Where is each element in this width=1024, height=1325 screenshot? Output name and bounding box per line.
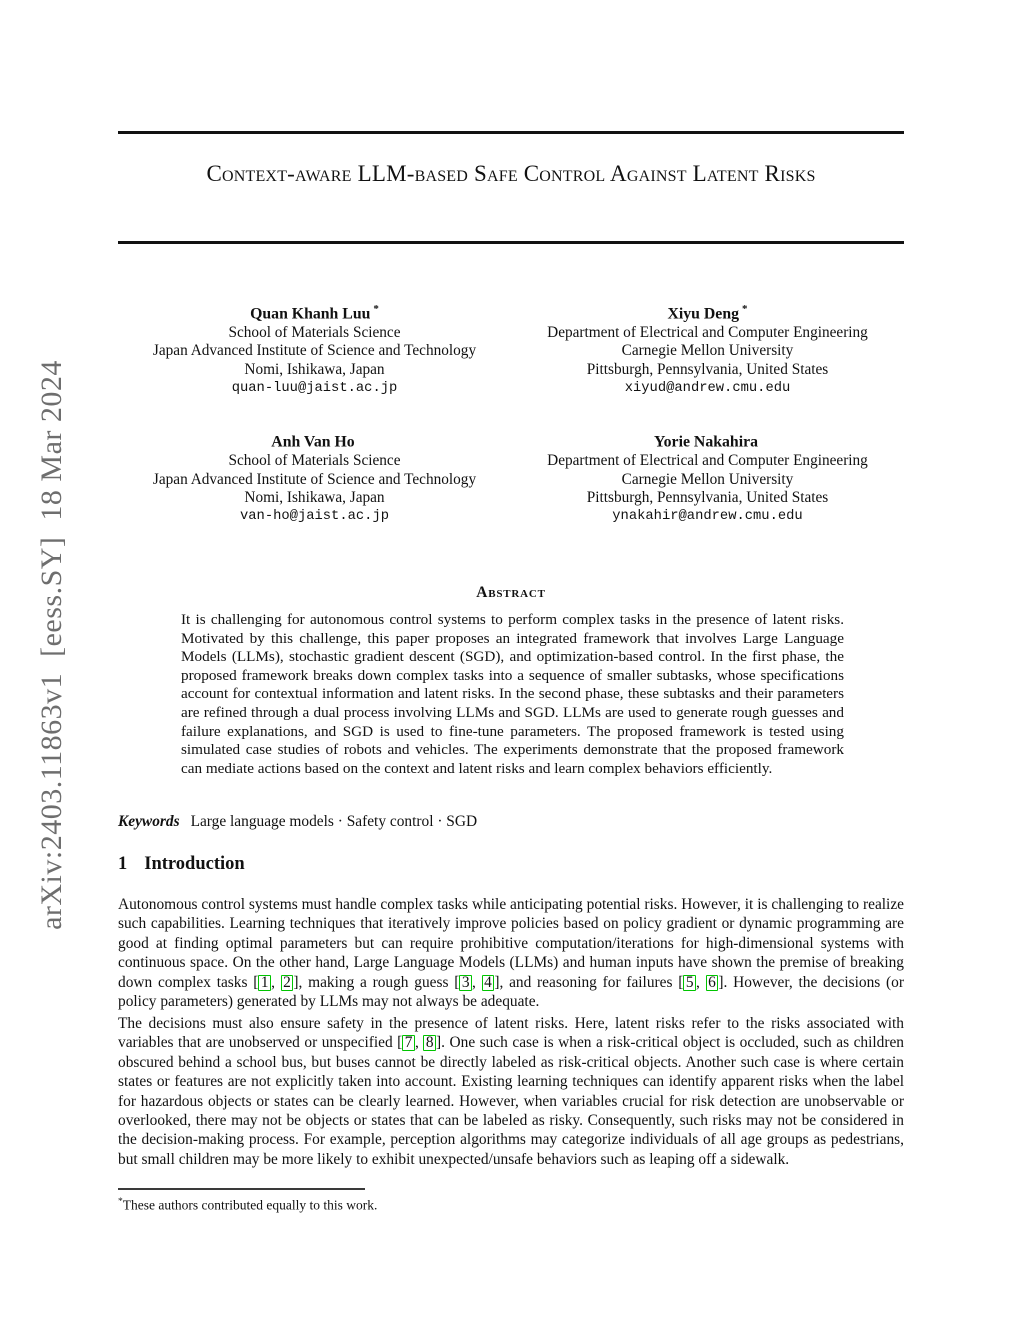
keywords-line [118, 813, 904, 831]
keywords-label: Keywords [118, 813, 180, 830]
author-name: Anh Van Ho [271, 433, 355, 451]
author-affiliation-line: Pittsburgh, Pennsylvania, United States [586, 489, 829, 507]
section-number: 1 [118, 854, 128, 874]
abstract-heading: Abstract [476, 584, 546, 601]
citation-ref[interactable]: 4 [482, 975, 495, 991]
author-affiliation-line: School of Materials Science [228, 323, 401, 341]
author-affiliation-line: Department of Electrical and Computer Engineering [547, 452, 868, 470]
arxiv-watermark: arXiv:2403.11863v1 [eess.SY] 18 Mar 2024 [35, 360, 68, 930]
title-rule-bottom [118, 241, 904, 244]
author-name-row [118, 428, 511, 452]
citation-ref[interactable]: 8 [423, 1035, 436, 1051]
equal-contrib-mark: * [742, 303, 748, 315]
author-email: van-ho@jaist.ac.jp [239, 508, 390, 524]
author-email: xiyud@andrew.cmu.edu [624, 380, 791, 396]
author-name-row [118, 300, 511, 324]
author-block-3 [118, 428, 511, 526]
citation-ref[interactable]: 1 [258, 975, 271, 991]
paper-title-text: Context-aware LLM-based Safe Control Against Latent Risks [206, 161, 816, 186]
author-affiliation-line: Department of Electrical and Computer Engineering [547, 323, 868, 341]
intro-paragraph-2: The decisions must also ensure safety in the presence of latent risks. Here, latent risks refer to the risks associated with variables that are unobserved or unspecified [ 7 , 8 ]. One such case is when a risk-critical object is occluded, such as children obscured behind a school bus, but buses cannot be directly labeled as risk-critical objects. Another such case is where certain states or features are not explicitly taken into account. Existing learning techniques can identify apparent risks when the label for hazardous objects or states can be clearly learned. However, when variables crucial for risk detection are unobservable or overlooked, there may not be objects or states that can be labeled as risky. Consequently, such risks may not be considered in the decision-making process. For example, perception algorithms may categorize individuals of all age groups as pedestrians, but small children may be more likely to exhibit unexpected/unsafe behaviors such as leaping off a sidewalk. [118, 1015, 904, 1168]
intro-paragraph-1: Autonomous control systems must handle complex tasks while anticipating potential risks. However, it is challenging to realize such capabilities. Learning techniques that iteratively improve policies based on policy gradient or dynamic programming are good at finding optimal parameters but can require prohibitive computation/iterations for high-dimensional systems with continuous space. On the other hand, Large Language Models (LLMs) and human inputs have shown the premise of breaking down complex tasks [ 1 , 2 ], making a rough guess [ 3 , 4 ], and reasoning for failures [ 5 , 6 ]. However, the decisions (or policy parameters) generated by LLMs may not always be adequate. [118, 896, 904, 1011]
author-block-4 [511, 428, 904, 526]
author-affiliation-line: Carnegie Mellon University [621, 470, 794, 488]
author-name: Yorie Nakahira [654, 433, 758, 451]
footnote-mark: * [118, 1197, 123, 1207]
citation-ref[interactable]: 6 [706, 975, 719, 991]
author-affiliation-line: Nomi, Ishikawa, Japan [244, 489, 385, 507]
author-name: Xiyu Deng [667, 305, 740, 323]
author-name: Quan Khanh Luu [250, 305, 371, 323]
footnote-text: These authors contributed equally to this work. [122, 1197, 378, 1213]
author-affiliation-line: Carnegie Mellon University [621, 342, 794, 360]
keywords-text: Large language models · Safety control · SGD [190, 813, 478, 830]
citation-ref[interactable]: 2 [281, 975, 294, 991]
footnote-rule [118, 1188, 365, 1190]
abstract-text: It is challenging for autonomous control systems to perform complex tasks in the presence of latent risks. Motivated by this challenge, this paper proposes an integrated framework that involves Large Language Models (LLMs), stochastic gradient descent (SGD), and optimization-based control. In the first phase, the proposed framework breaks down complex tasks into a sequence of smaller subtasks, whose specifications account for contextual information and latent risks. In the second phase, these subtasks and their parameters are refined through a dual process involving LLMs and SGD. LLMs are used to generate rough guesses and failure explanations, and SGD is used to fine-tune parameters. The proposed framework is tested using simulated case studies of robots and vehicles. The experiments demonstrate that the proposed framework can mediate actions based on the context and latent risks and learn complex behaviors efficiently. [181, 611, 844, 777]
citation-ref[interactable]: 7 [402, 1035, 415, 1051]
author-email: quan-luu@jaist.ac.jp [231, 380, 398, 396]
author-name-row [511, 428, 904, 452]
author-affiliation-line: Japan Advanced Institute of Science and Technology [152, 470, 477, 488]
section-title: Introduction [144, 854, 245, 874]
author-block-2 [511, 300, 904, 398]
author-affiliation-line: School of Materials Science [228, 452, 401, 470]
authors-block [118, 300, 904, 526]
equal-contrib-mark: * [373, 303, 379, 315]
title-rule-top [118, 131, 904, 134]
author-email: ynakahir@andrew.cmu.edu [612, 508, 803, 524]
author-affiliation-line: Nomi, Ishikawa, Japan [244, 361, 385, 379]
citation-ref[interactable]: 3 [459, 975, 472, 991]
author-name-row [511, 300, 904, 324]
section-heading-introduction [118, 854, 245, 875]
author-block-1 [118, 300, 511, 398]
paper-title [118, 156, 904, 191]
footnote [118, 1194, 904, 1214]
citation-ref[interactable]: 5 [683, 975, 696, 991]
author-affiliation-line: Japan Advanced Institute of Science and Technology [152, 342, 477, 360]
author-affiliation-line: Pittsburgh, Pennsylvania, United States [586, 361, 829, 379]
